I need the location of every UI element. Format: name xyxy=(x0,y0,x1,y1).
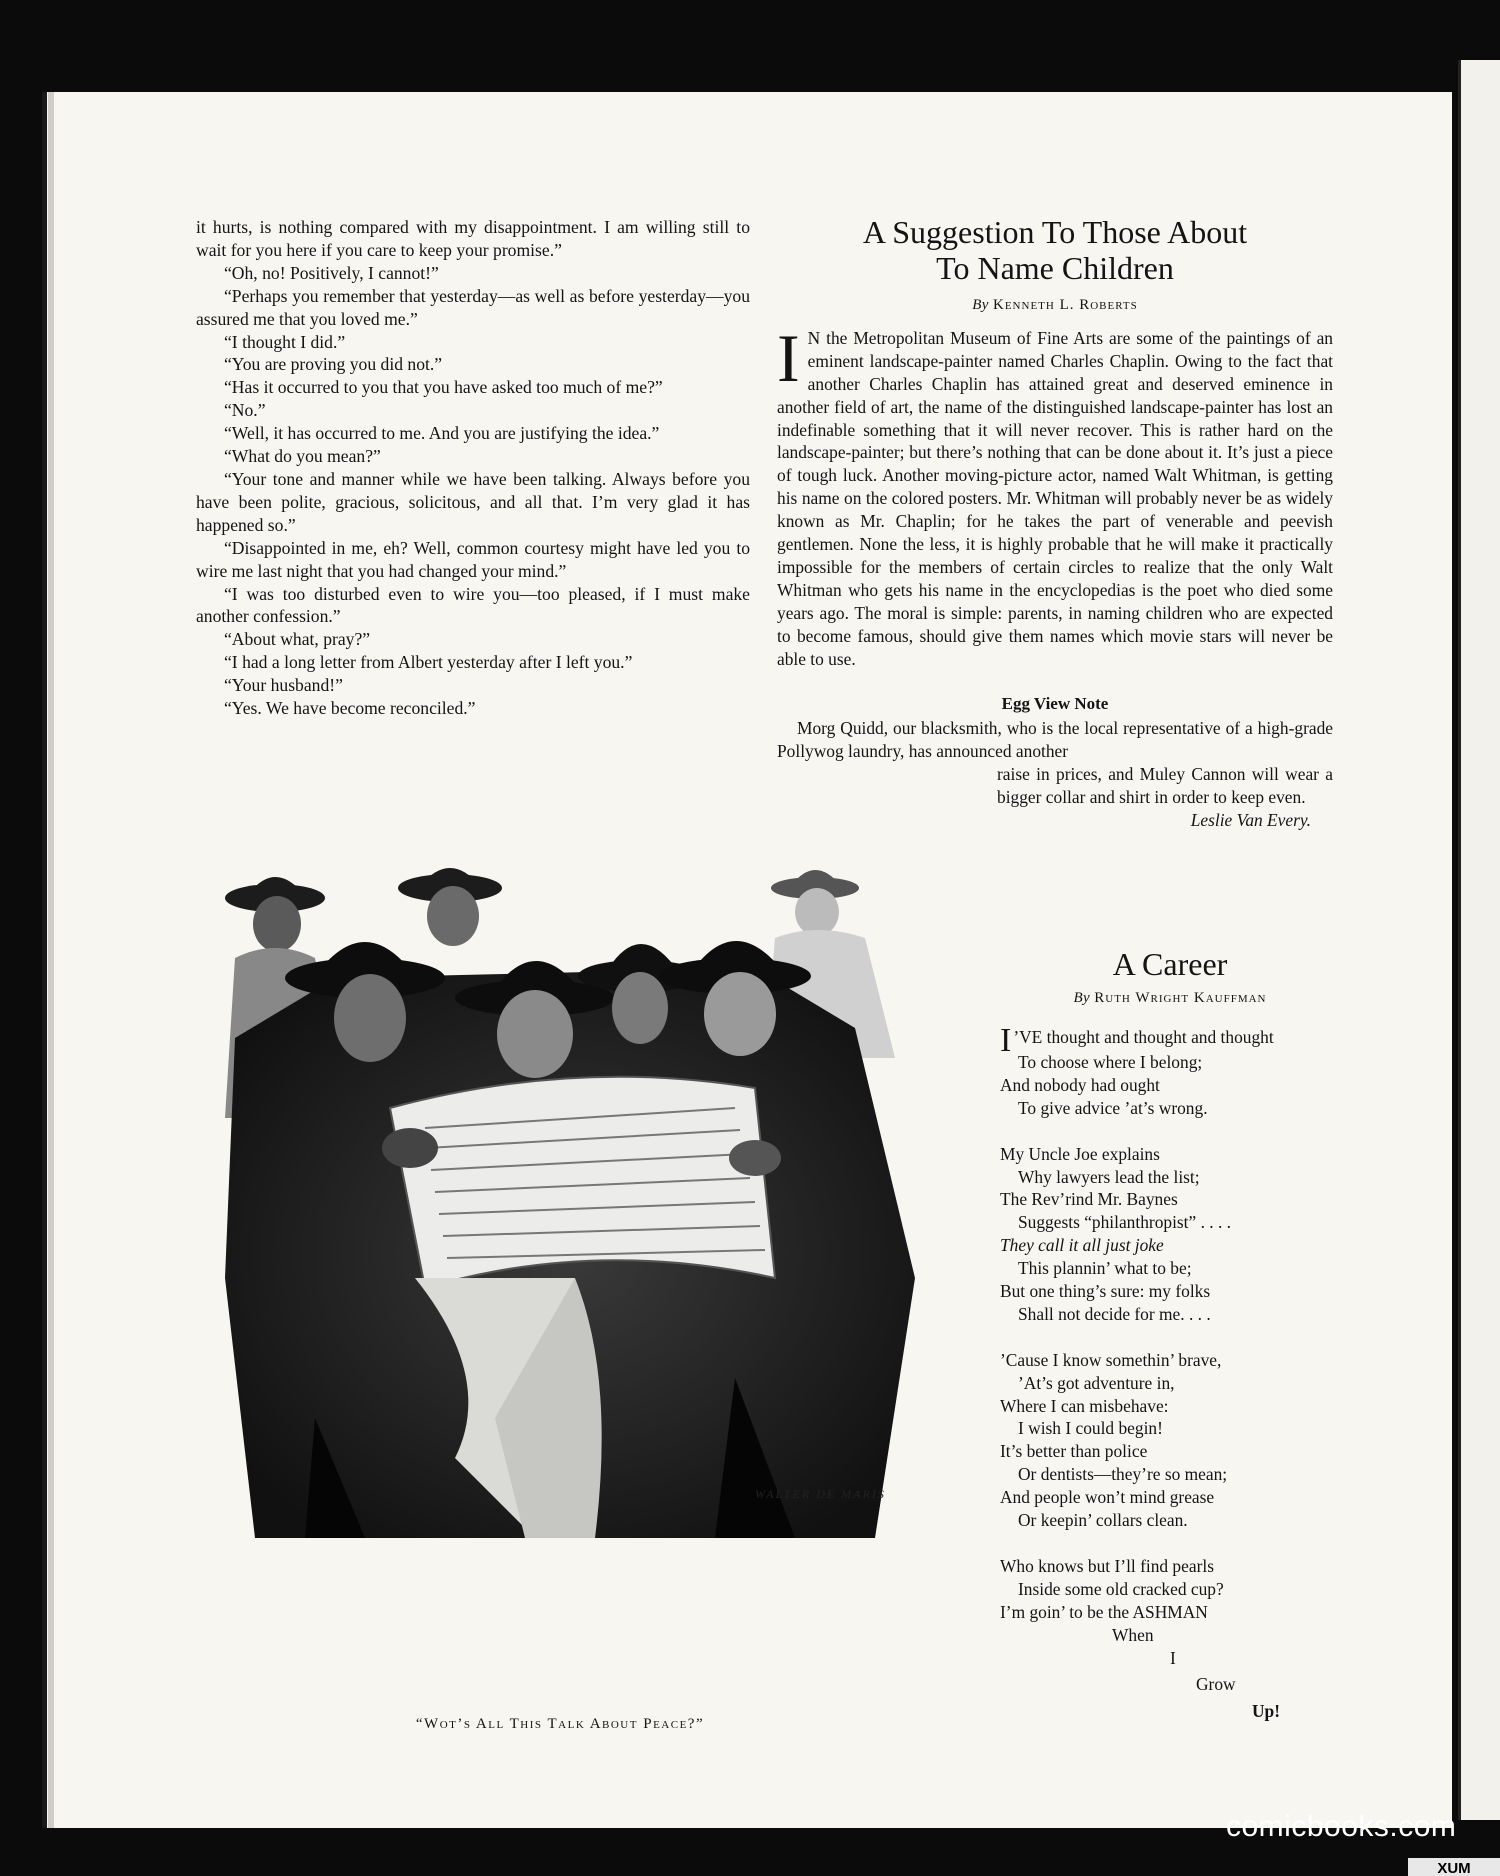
poem-title: A Career xyxy=(1112,946,1228,982)
article-title-line: To Name Children xyxy=(936,250,1174,286)
soldier-group xyxy=(225,941,915,1538)
note-body-narrow: raise in prices, and Muley Cannon will wear a bigger collar and shirt in order to keep even. xyxy=(997,764,1333,808)
corner-tab: XUM xyxy=(1408,1858,1500,1876)
story-paragraph: “Your tone and manner while we have been talking. Always before you have been polite, gracious, solicitous, and all that. I’m very glad it has happened so.” xyxy=(196,468,750,535)
poem-drop-cap: I xyxy=(1000,1022,1012,1059)
byline-author: Kenneth L. Roberts xyxy=(993,297,1138,313)
note-signature: Leslie Van Every. xyxy=(1190,810,1311,831)
article-body-text: N the Metropolitan Museum of Fine Arts are some of the paintings of an eminent landscape-painter named Charles Chaplin. Owing to the fact that another Charles Chaplin has attained great and deserved eminence in another field of art, the name of the distinguished landscape-painter has lost an indefinable something that it will never recover. This is rather hard on the landscape-painter; but there’s nothing that can be done about it. It’s just a piece of tough luck. Another moving-picture actor, named Walt Whitman, is getting his name on the colored posters. Mr. Whitman will probably never be as widely known as Mr. Chaplin; for he takes the part of venerable and peevish gentlemen. None the less, it is highly probable that he will make it practically impossible for the members of certain circles to realize that the only Walt Whitman who gets his name in the encyclopedias is the poet who died some years ago. The moral is simple: parents, in naming children who are expected to become famous, should give them names which movie stars will never be able to use. xyxy=(777,327,1333,669)
poem-line: They call it all just joke xyxy=(1000,1235,1164,1256)
story-paragraph: “Well, it has occurred to me. And you are justifying the idea.” xyxy=(224,423,660,444)
poem-line: Up! xyxy=(1252,1701,1281,1722)
story-paragraph: “I was too disturbed even to wire you—too pleased, if I must make another confession.” xyxy=(196,583,750,627)
poem-line: I’m goin’ to be the ASHMAN xyxy=(1000,1601,1208,1622)
poem-line: Grow xyxy=(1196,1674,1236,1695)
story-paragraph: “Has it occurred to you that you have asked too much of me?” xyxy=(224,377,663,398)
poem-line: My Uncle Joe explains xyxy=(1000,1143,1160,1164)
poem-line: When xyxy=(1112,1624,1154,1645)
story-paragraph: “What do you mean?” xyxy=(224,446,381,467)
story-paragraph: “I thought I did.” xyxy=(224,331,346,352)
story-paragraph: “Disappointed in me, eh? Well, common courtesy might have led you to wire me last night that you had changed your mind.” xyxy=(196,537,750,581)
poem-stanza xyxy=(1000,1143,1340,1326)
artist-signature: WALTER DE MARIS xyxy=(755,1487,886,1501)
story-paragraph: it hurts, is nothing compared with my disappointment. I am willing still to wait for you here if you care to keep your promise.” xyxy=(196,217,750,260)
illustration-caption: “Wot’s All This Talk About Peace?” xyxy=(415,1716,705,1732)
story-paragraph: “About what, pray?” xyxy=(224,629,371,650)
poem-line: I xyxy=(1170,1647,1176,1668)
story-paragraph: “Oh, no! Positively, I cannot!” xyxy=(224,262,439,283)
story-paragraph: “I had a long letter from Albert yesterday after I left you.” xyxy=(224,652,633,673)
story-continuation-column xyxy=(196,216,750,720)
poem-line: Why lawyers lead the list; xyxy=(1018,1166,1200,1187)
poem-line: Where I can misbehave: xyxy=(1000,1395,1169,1416)
byline-by: By xyxy=(972,297,989,313)
page-binding-edge xyxy=(48,92,54,1828)
story-paragraph: “Yes. We have become reconciled.” xyxy=(224,698,476,719)
poem-line: Who knows but I’ll find pearls xyxy=(1000,1555,1214,1576)
poem-line: It’s better than police xyxy=(1000,1441,1148,1462)
poem-line xyxy=(1000,1022,1340,1059)
poem-line: ’At’s got adventure in, xyxy=(1018,1372,1175,1393)
article-title-line: A Suggestion To Those About xyxy=(862,214,1248,250)
poem-line: And people won’t mind grease xyxy=(1000,1487,1215,1508)
poem-stanza xyxy=(1000,1022,1340,1120)
poem-line: Or dentists—they’re so mean; xyxy=(1018,1464,1228,1485)
poem-line: To choose where I belong; xyxy=(1018,1052,1203,1072)
byline-author: Ruth Wright Kauffman xyxy=(1094,990,1267,1006)
poem-line: Or keepin’ collars clean. xyxy=(1018,1510,1188,1531)
poem-stanza xyxy=(1000,1555,1340,1723)
next-page-edge xyxy=(1458,60,1500,1820)
site-watermark: comicbooks.com xyxy=(1226,1810,1457,1843)
poem-line: But one thing’s sure: my folks xyxy=(1000,1281,1211,1302)
poem-line: Suggests “philanthropist” . . . . xyxy=(1018,1212,1232,1233)
article-title xyxy=(777,214,1333,286)
poem-line: This plannin’ what to be; xyxy=(1018,1258,1192,1279)
career-poem-header xyxy=(1000,946,1340,1017)
soldiers-newspaper-illustration xyxy=(195,858,965,1538)
background-soldier-center xyxy=(398,868,502,946)
poem-line: The Rev’rind Mr. Baynes xyxy=(1000,1189,1178,1210)
note-body-full: Morg Quidd, our blacksmith, who is the local representative of a high-grade Pollywog laundry, has announced another xyxy=(777,718,1333,762)
poem-line: Shall not decide for me. . . . xyxy=(1018,1303,1211,1324)
poem-line: And nobody had ought xyxy=(1000,1074,1160,1095)
story-paragraph: “Your husband!” xyxy=(224,675,343,696)
poem-line: To give advice ’at’s wrong. xyxy=(1018,1097,1208,1118)
article-byline xyxy=(777,294,1333,317)
drop-cap: I xyxy=(777,319,800,396)
illustration-drawing xyxy=(195,858,965,1538)
poem-stanza xyxy=(1000,1349,1340,1532)
story-paragraph: “No.” xyxy=(224,400,266,421)
story-paragraph: “Perhaps you remember that yesterday—as well as before yesterday—you assured me that you loved me.” xyxy=(196,285,750,329)
career-poem xyxy=(1000,1022,1340,1723)
story-paragraph: “You are proving you did not.” xyxy=(224,354,443,375)
poem-byline xyxy=(1000,990,1340,1007)
poem-line: Inside some old cracked cup? xyxy=(1018,1578,1224,1599)
poem-line: I wish I could begin! xyxy=(1018,1418,1163,1439)
poem-line-text: ’VE thought and thought and thought xyxy=(1013,1027,1274,1047)
article-body xyxy=(777,319,1333,671)
suggestion-article xyxy=(777,214,1333,832)
byline-by: By xyxy=(1073,990,1091,1006)
note-title: Egg View Note xyxy=(1001,693,1109,713)
poem-line: ’Cause I know somethin’ brave, xyxy=(1000,1349,1222,1370)
